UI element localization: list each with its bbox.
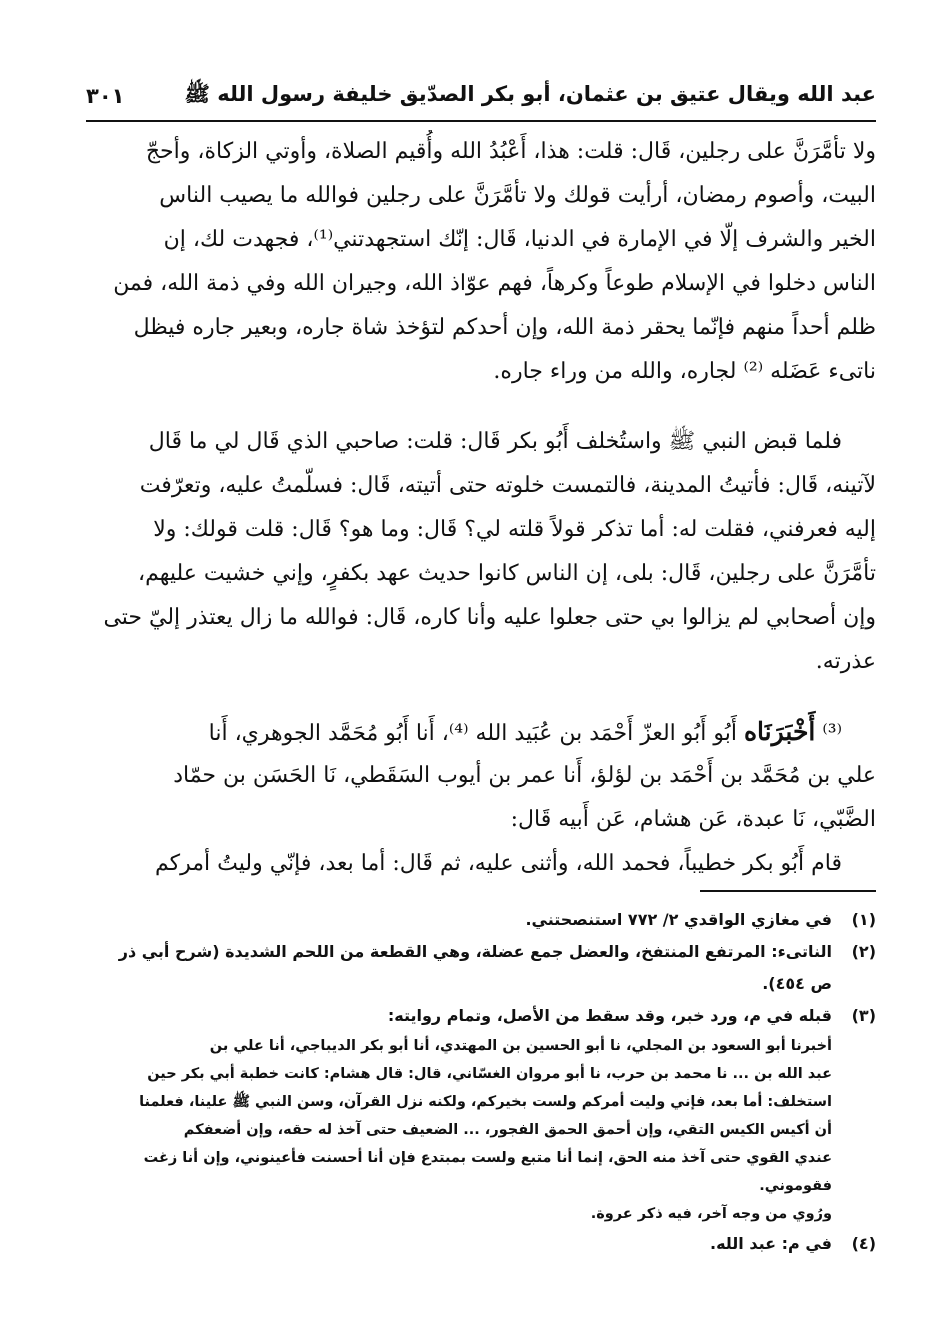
footnote-1	[86, 904, 876, 936]
footnote-line: ورُوي من وجه آخر، فيه ذكر عروة.	[590, 1206, 832, 1222]
footnote-number: (١)	[851, 910, 876, 929]
paragraph-4	[86, 842, 876, 886]
text-line: قام أَبُو بكر خطيباً، فحمد الله، وأثنى عليه، ثم قَال: أما بعد، فإنّي وليتُ أمركم	[154, 851, 842, 876]
footnote-3	[86, 1000, 876, 1228]
header-rule	[86, 120, 876, 122]
running-title: عبد الله ويقال عتيق بن عثمان، أبو بكر الصدّيق خليفة رسول الله ﷺ	[184, 81, 876, 106]
footnote-quote-line: أن أكيس الكيس التقي، وإن أحمق الحمق الفجور، ... الضعيف حتى آخذ له حقه، وإن أضعفكم	[183, 1122, 832, 1138]
paragraph-1	[86, 130, 876, 394]
footnote-quote-line: أخبرنا أبو السعود بن المجلي، نا أبو الحسين بن المهتدي، أنا أبو بكر الديباجي، أنا علي بن	[209, 1038, 832, 1054]
footnote-separator	[700, 890, 876, 892]
footnote-number: (٣)	[851, 1006, 876, 1025]
text-line: البيت، وأصوم رمضان، أرأيت قولك ولا تأمَّرَنَّ على رجلين فوالله ما يصيب الناس	[159, 183, 876, 208]
footnote-4	[86, 1228, 876, 1260]
footnote-line: في مغازي الواقدي ٢/ ٧٧٢ استنصحتني.	[525, 910, 832, 929]
isnad-first-line	[86, 710, 876, 754]
footnote-line: ص ٤٥٤).	[762, 974, 832, 993]
text-line: تأمَّرَنَّ على رجلين، قَال: بلى، إن الناس كانوا حديث عهد بكفرٍ، وإني خشيت عليهم،	[138, 561, 876, 586]
footnote-quote-line: فقوموني.	[759, 1178, 832, 1194]
akhbarana-word: أَخْبَرَنَاه	[743, 717, 816, 746]
text-line: عذرته.	[815, 649, 876, 674]
text-segment: أَبُو أَبُو العزّ أَحْمَد بن عُبَيد الله ⁽⁴⁾، أَنا أَبُو مُحَمَّد الجوهري، أَنا	[208, 721, 744, 746]
footnote-quote-line: عبد الله بن ... نا محمد بن حرب، نا أبو مروان الغسّاني، قال: قال هشام: كانت خطبة أبي بكر حين	[147, 1066, 832, 1082]
main-text	[86, 130, 876, 886]
text-line: لآتينه، قَال: فأتيتُ المدينة، فالتمست خلوته حتى أتيته، قَال: فسلّمتُ عليه، وتعرّفت	[139, 473, 876, 498]
paragraph-2	[86, 420, 876, 684]
footnote-quote-line: استخلف: أما بعد، فإني وليت أمركم ولست بخيركم، ولكنه نزل القرآن، وسن النبي ﷺ علينا، فعلمنا	[139, 1094, 832, 1110]
footnote-2	[86, 936, 876, 1000]
text-line: ظلم أحداً منهم فإنّما يحقر ذمة الله، وإن أحدكم لتؤخذ شاة جاره، وبعير جاره فيظل	[133, 315, 876, 340]
footnote-line: قبله في م، ورد خبر، وقد سقط من الأصل، وتمام روايته:	[387, 1006, 832, 1025]
text-line: الناس دخلوا في الإسلام طوعاً وكرهاً، فهم عوّاذ الله، وجيران الله وفي ذمة الله، فمن	[113, 271, 876, 296]
footnote-marker: ⁽³⁾	[815, 721, 842, 746]
page-number: ٣٠١	[86, 84, 125, 108]
footnote-line: في م: عبد الله.	[709, 1234, 832, 1253]
page-header	[86, 78, 876, 114]
text-line: وإن أصحابي لم يزالوا بي حتى جعلوا عليه وأنا كاره، قَال: فوالله ما زال يعتذر إليّ حتى	[103, 605, 876, 630]
text-line: ناتىء عَضَله ⁽²⁾ لجاره، والله من وراء جاره.	[493, 359, 876, 384]
paragraph-3	[86, 710, 876, 842]
text-line: ولا تأمَّرَنَّ على رجلين، قَال: قلت: هذا، أَعْبُدُ الله وأُقيم الصلاة، وأوتي الزكاة، وأحجّ	[145, 139, 876, 164]
footnotes	[86, 904, 876, 1260]
text-line: فلما قبض النبي ﷺ واستُخلف أَبُو بكر قَال: قلت: صاحبي الذي قَال لي ما قَال	[148, 429, 842, 454]
text-line: علي بن مُحَمَّد بن أَحْمَد بن لؤلؤ، أَنا عمر بن أيوب السَقَطي، نَا الحَسَن بن حمّاد	[173, 763, 876, 788]
text-line: الخير والشرف إلّا في الإمارة في الدنيا، قَال: إنّك استجهدتني⁽¹⁾، فجهدت لك، إن	[163, 227, 876, 252]
footnote-quote-line: عندي القوي حتى آخذ منه الحق، إنما أنا متبع ولست بمبتدع فإن أنا أحسنت فأعينوني، وإن أنا زغت	[143, 1150, 832, 1166]
footnote-number: (٢)	[851, 942, 876, 961]
text-line: الضَّبّي، نَا عبدة، عَن هشام، عَن أَبيه قَال:	[510, 807, 876, 832]
text-line: إليه فعرفني، فقلت له: أما تذكر قولاً قلته لي؟ قَال: وما هو؟ قَال: قلت قولك: ولا	[153, 517, 876, 542]
footnote-line: الناتىء: المرتفع المنتفخ، والعضل جمع عضلة، وهي القطعة من اللحم الشديدة (شرح أبي ذر	[118, 942, 832, 961]
footnote-number: (٤)	[851, 1234, 876, 1253]
